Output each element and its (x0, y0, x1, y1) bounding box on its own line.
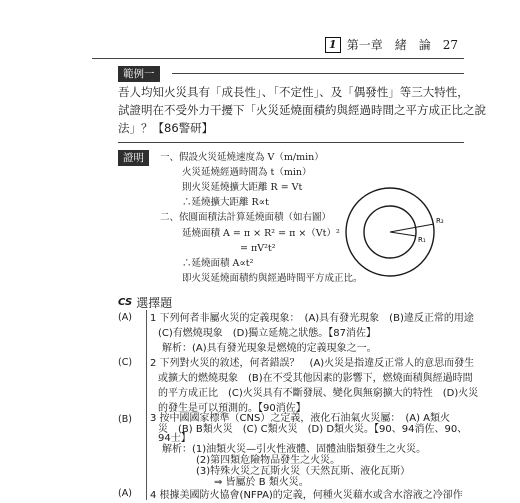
answer-label: (B) (118, 414, 132, 425)
radius-label-inner: R₁ (418, 236, 426, 244)
answer-label: (A) (118, 488, 132, 499)
answer-label: (A) (118, 312, 132, 323)
header-rule (92, 58, 464, 59)
question-line: 94士】 (158, 433, 191, 444)
example-line: 吾人均知火災具有「成長性」、「不定性」、及「偶發性」等三大特性， (118, 85, 469, 99)
radius-line-outer (390, 224, 434, 232)
chapter-title: 第一章 緒 論 (346, 38, 431, 52)
example-line: 法」？【86警研】 (118, 121, 214, 135)
proof-line: 即火災延燒面積約與經過時間平方成正比。 (182, 273, 363, 284)
example-bottom-rule (118, 142, 464, 143)
question-divider (146, 310, 147, 500)
question-line: 或擴大的燃燒現象 (B)在不受其他因素的影響下，燃燒面積與經過時間 (158, 373, 473, 384)
explanation-line: (2)第四類危險物品發生之火災。 (196, 455, 341, 466)
explanation-line: 解析：(A)具有發光現象是燃燒的定義現象之一。 (162, 343, 377, 354)
question-line: 的平方成正比 (C)火災具有不斷發展、變化與無窮擴大的特性 (D)火災 (158, 388, 479, 399)
cs-icon: CS (118, 297, 133, 308)
proof-line: 一、假設火災延燒速度為 V（m/min） (160, 152, 324, 163)
question-line: 災 (B) B類火災 (C) C類火災 (D) D類火災。【90、94消佐、90、 (158, 424, 468, 435)
explanation-line: 解析：(1)油類火災—引火性液體、固體油脂類發生之火災。 (162, 444, 427, 455)
concentric-circle-diagram (340, 180, 464, 290)
explanation-line: (3)特殊火災之瓦斯火災（天然瓦斯、液化瓦斯） (196, 466, 411, 477)
page-number: 27 (442, 37, 458, 52)
example-rule (172, 73, 464, 74)
question-line: 的發生是可以預測的。【90消佐】 (158, 403, 306, 414)
explanation-line: ⇒ 皆屬於 B 類火災。 (214, 477, 309, 488)
question-line: (C)有燃燒現象 (D)獨立延燒之狀態。【87消佐】 (158, 328, 377, 339)
proof-tag: 證明 (118, 150, 149, 166)
proof-line: ∴延燒面積 A∝t² (182, 258, 254, 269)
question-line: 4 根據美國防火協會(NFPA)的定義，何種火災藉水或含水溶液之冷卻作 (150, 490, 463, 501)
example-line: 試證明在不受外力干擾下「火災延燒面積約與經過時間之平方成正比之說 (118, 103, 486, 117)
proof-line: 延燒面積 A = π × R² = π ×（Vt）² (182, 228, 340, 239)
section-header (118, 294, 172, 311)
question-line: 2 下列對火災的敘述，何者錯誤？ (A)火災是指違反正常人的意思而發生 (150, 358, 475, 369)
proof-line: 火災延燒經過時間為 t（min） (182, 167, 312, 178)
example-tag: 範例一 (118, 66, 160, 82)
answer-label: (C) (118, 357, 133, 368)
proof-line: ∴延燒擴大距離 R∝t (182, 197, 269, 208)
chapter-icon: 1 (325, 37, 341, 53)
question-line: 1 下列何者非屬火災的定義現象： (A)具有發光現象 (B)違反正常的用途 (150, 313, 474, 324)
page-header (325, 36, 458, 53)
proof-line: 二、依圓面積法計算延燒面積（如右圖） (160, 212, 332, 223)
proof-line: 則火災延燒擴大距離 R = Vt (182, 182, 303, 193)
radius-label-outer: R₂ (436, 217, 444, 225)
section-title: 選擇題 (136, 296, 173, 310)
question-line: 3 按中國國家標準（CNS）之定義，液化石油氣火災屬： (A) A類火 (150, 413, 451, 424)
proof-line: = πV²t² (240, 243, 276, 254)
radius-line-inner (390, 232, 416, 236)
